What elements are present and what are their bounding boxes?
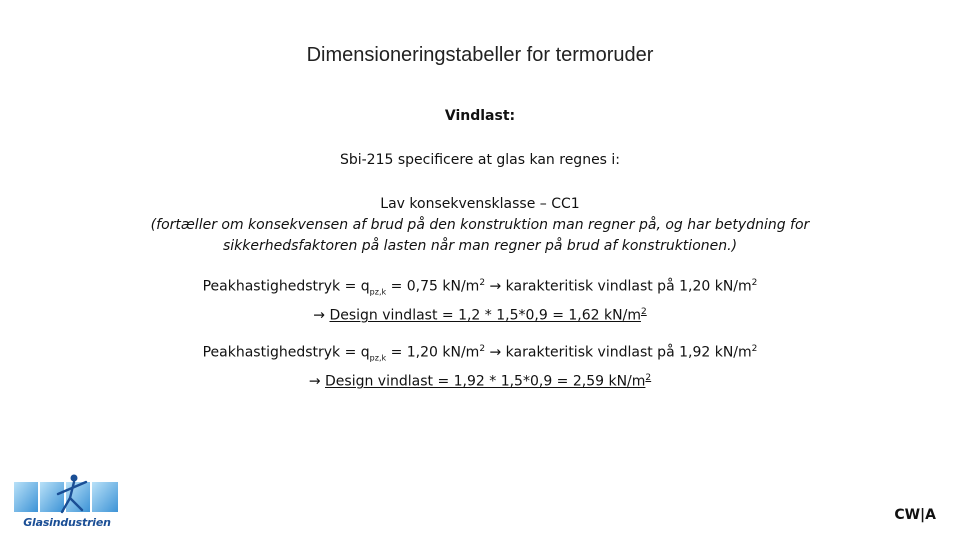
arrow-right-icon: → (308, 374, 321, 391)
consequence-class: Lav konsekvensklasse – CC1 (380, 196, 580, 212)
glasindustrien-logo (12, 470, 122, 532)
logo-text: Glasindustrien (23, 516, 111, 529)
footer-mark: CW|A (894, 507, 936, 523)
consequence-block (0, 194, 960, 257)
peak-pressure-line: Peakhastighedstryk = $q_{pz,k} = 0,75$ $kN/m^2$ → karakteritisk vindlast på 1,20 $kN/m^2$ (202, 278, 758, 297)
logo-graphic-icon (12, 470, 122, 516)
explanation-line-2: sikkerhedsfaktoren på lasten når man regner på brud af konstruktionen.) (222, 238, 738, 254)
explanation-line-1: (fortæller om konsekvensen af brud på den konstruktion man regner på, og har betydning for (150, 217, 810, 233)
arrow-right-icon: → (489, 344, 502, 361)
design-load-line: → Design vindlast = 1,2 * 1,5*0,9 = 1,62 $kN/m^2$ (313, 307, 647, 325)
design-load-line: → Design vindlast = 1,92 * 1,5*0,9 = 2,59 $kN/m^2$ (308, 373, 652, 391)
arrow-right-icon: → (313, 308, 326, 325)
page-title: Dimensioneringstabeller for termoruder (306, 44, 654, 66)
section-heading: Vindlast: (444, 108, 516, 124)
calculation-block-1 (0, 273, 960, 327)
calculation-block-2 (0, 339, 960, 393)
peak-pressure-line: Peakhastighedstryk = $q_{pz,k} = 1,20$ $kN/m^2$ → karakteritisk vindlast på 1,92 $kN/m^2$ (202, 344, 758, 363)
arrow-right-icon: → (489, 278, 502, 295)
intro-text: Sbi-215 specificere at glas kan regnes i: (339, 152, 621, 168)
